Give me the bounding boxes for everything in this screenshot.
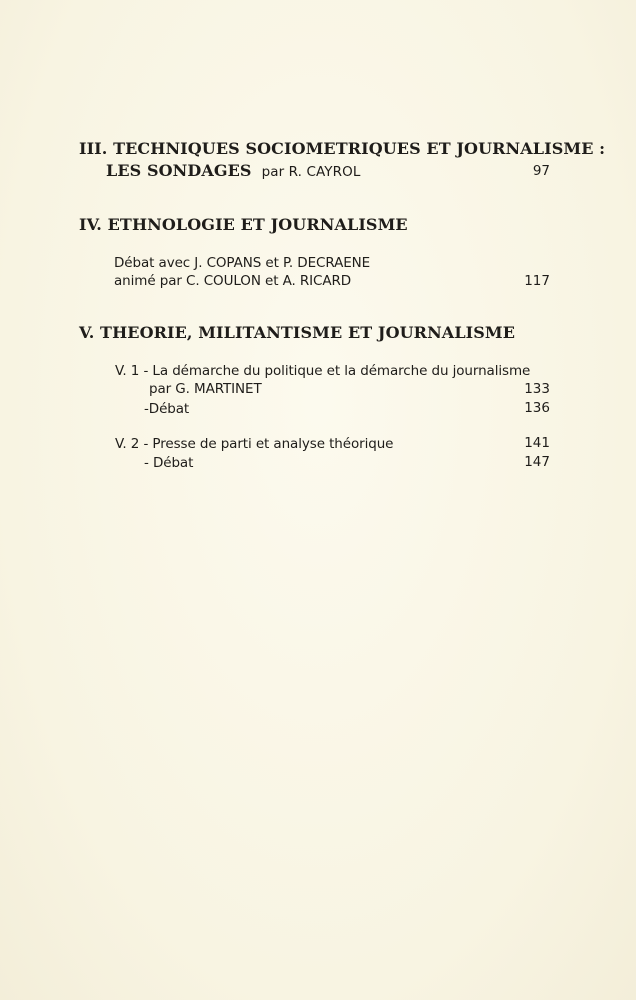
debate-entry: -Débat [144, 401, 190, 417]
page-number: 136 [524, 400, 550, 416]
author-credit: par R. CAYROL [261, 164, 361, 180]
entry-title: V. 1 - La démarche du politique et la démarche du journalisme [115, 363, 531, 379]
debate-entry: - Débat [144, 455, 194, 471]
section-heading: V. THEORIE, MILITANTISME ET JOURNALISME [79, 323, 516, 342]
page-number: 97 [532, 163, 550, 179]
page-number: 117 [524, 273, 550, 289]
section-heading: IV. ETHNOLOGIE ET JOURNALISME [79, 215, 408, 234]
page-number: 141 [524, 435, 550, 451]
author-credit: par G. MARTINET [149, 381, 262, 397]
entry-line: Débat avec J. COPANS et P. DECRAENE [114, 255, 371, 271]
page-number: 133 [524, 381, 550, 397]
section-heading-continued [106, 161, 360, 180]
section-subtitle: LES SONDAGES [106, 161, 252, 180]
entry-title: V. 2 - Presse de parti et analyse théorique [115, 436, 394, 452]
page-number: 147 [524, 454, 550, 470]
section-heading: III. TECHNIQUES SOCIOMETRIQUES ET JOURNALISME : [79, 139, 606, 158]
entry-line: animé par C. COULON et A. RICARD [114, 273, 352, 289]
